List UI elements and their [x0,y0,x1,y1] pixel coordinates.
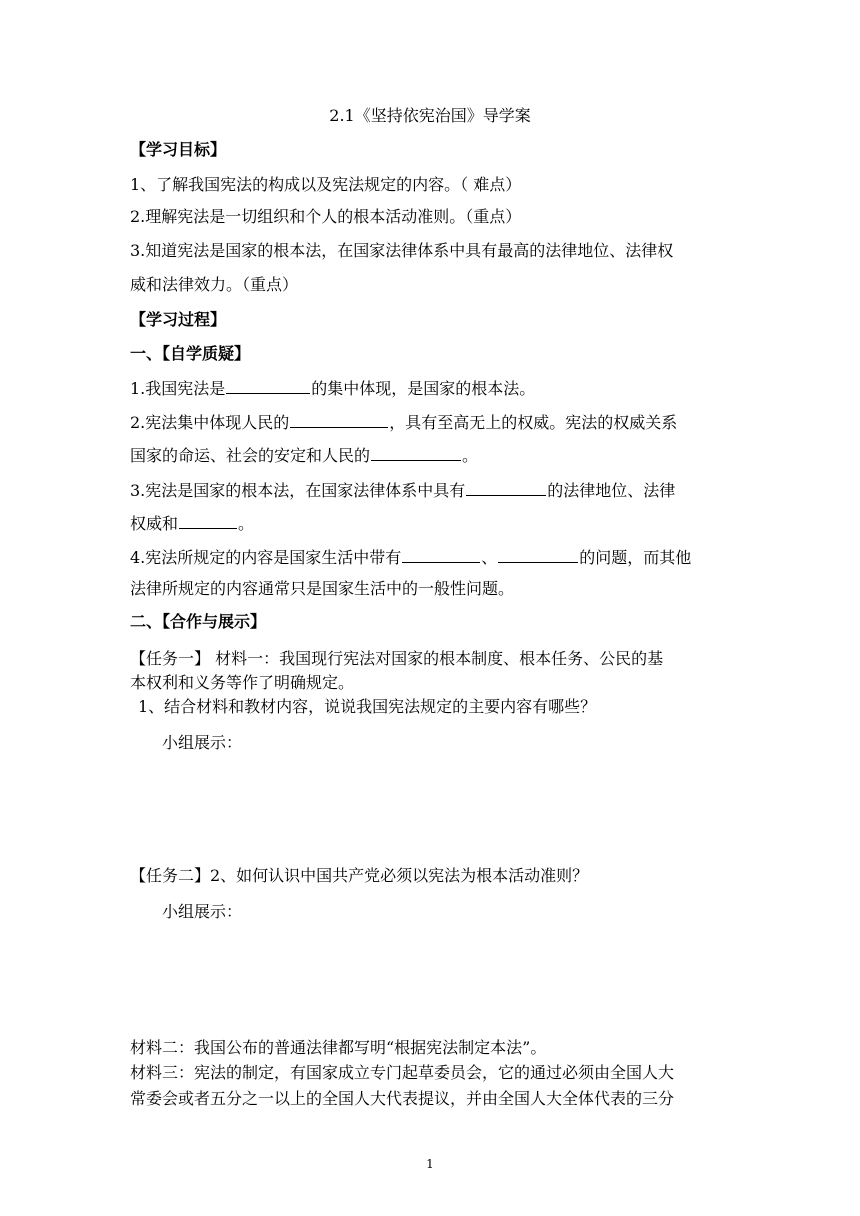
question-3-text-after: 的法律地位、法律 [547,481,676,500]
document-title: 2.1《坚持依宪治国》导学案 [329,106,531,125]
task-1-question: 1、结合材料和教材内容，说说我国宪法规定的主要内容有哪些？ [138,697,597,716]
question-4-line-1 [130,546,742,568]
material-3-line-2: 常委会或者五分之一以上的全国人大代表提议，并由全国人大全体代表的三分 [130,1089,675,1108]
goals-heading: 【学习目标】 [130,140,227,159]
answer-blank[interactable] [498,546,578,563]
question-2-line-1 [130,411,742,433]
question-3-line-2-text-after: 。 [238,514,255,533]
question-1 [130,377,742,399]
question-2-line-2 [130,444,742,466]
material-3-line-1: 材料三：宪法的制定，有国家成立专门起草委员会，它的通过必须由全国人大 [130,1063,675,1082]
task-1-material-line-1: 【任务一】 材料一：我国现行宪法对国家的根本制度、根本任务、公民的基 [130,649,664,668]
answer-blank[interactable] [179,512,237,529]
answer-blank[interactable] [371,444,461,461]
question-3-line-1 [130,479,742,501]
question-3-text-before: 3.宪法是国家的根本法，在国家法律体系中具有 [130,481,466,500]
question-4-line-2: 法律所规定的内容通常只是国家生活中的一般性问题。 [130,579,515,598]
question-4-text-middle: 、 [481,548,498,567]
question-3-line-2-text-before: 权威和 [130,514,179,533]
question-2-text-before: 2.宪法集中体现人民的 [130,413,290,432]
answer-blank[interactable] [466,479,546,496]
answer-blank[interactable] [226,377,310,394]
goal-2: 2.理解宪法是一切组织和个人的根本活动准则。（重点） [130,207,522,226]
page-number: 1 [426,1157,434,1171]
question-1-text-before: 1.我国宪法是 [130,379,226,398]
question-1-text-after: 的集中体现，是国家的根本法。 [311,379,536,398]
answer-blank[interactable] [402,546,480,563]
question-2-line-2-text-after: 。 [462,446,479,465]
group-show-label: 小组展示： [162,733,243,752]
question-4-text-before: 4.宪法所规定的内容是国家生活中带有 [130,548,402,567]
goal-3-continued: 威和法律效力。（重点） [130,275,299,294]
goal-1: 1、了解我国宪法的构成以及宪法规定的内容。（ 难点） [130,175,522,194]
part1-heading: 一、【自学质疑】 [130,344,251,363]
question-4-text-after: 的问题，而其他 [579,548,692,567]
question-3-line-2 [130,512,742,534]
answer-blank[interactable] [290,411,388,428]
part2-heading: 二、【合作与展示】 [130,612,267,631]
task-2-question: 【任务二】2、如何认识中国共产党必须以宪法为根本活动准则？ [130,866,589,885]
question-2-line-2-text-before: 国家的命运、社会的安定和人民的 [130,446,371,465]
question-2-text-after: ，具有至高无上的权威。宪法的权威关系 [389,413,678,432]
group-show-label: 小组展示： [162,902,243,921]
goal-3: 3.知道宪法是国家的根本法，在国家法律体系中具有最高的法律地位、法律权 [130,241,674,260]
material-2: 材料二：我国公布的普通法律都写明“根据宪法制定本法”。 [130,1038,547,1057]
task-1-material-line-2: 本权利和义务等作了明确规定。 [130,673,355,692]
process-heading: 【学习过程】 [130,310,227,329]
